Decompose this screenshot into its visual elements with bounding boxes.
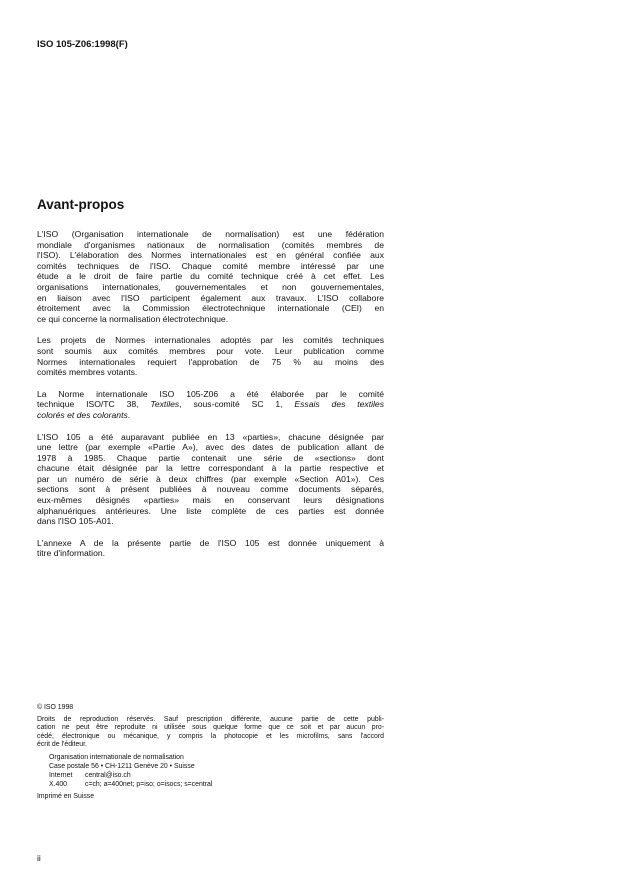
text-line bbox=[37, 453, 384, 464]
text-span: en liaison avec l'ISO participent également aux travaux. L'ISO collabore bbox=[37, 292, 384, 303]
text-span: mondiale d'organismes nationaux de normalisation (comités membres de bbox=[37, 239, 384, 250]
text-line bbox=[37, 271, 384, 282]
text-span: L'ISO 105 a été auparavant publiée en 13 «parties», chacune désignée par bbox=[37, 431, 384, 442]
text-span: ce qui concerne la normalisation électrotechnique. bbox=[37, 313, 229, 324]
text-span: alphanuériques antérieures. Une liste complète de ces parties est donnée bbox=[37, 505, 384, 516]
paragraph bbox=[37, 229, 384, 324]
text-span: par un numéro de série à deux chiffres (par exemple «Section A01»). Ces bbox=[37, 473, 384, 484]
internet-email: central@iso.ch bbox=[85, 771, 131, 779]
rights-line: cation ne peut être reproduite ni utilisée sous quelque forme que ce soit et par aucun pro- bbox=[37, 724, 384, 732]
text-line bbox=[37, 346, 384, 357]
italic-text: Textiles bbox=[150, 399, 180, 410]
text-line bbox=[37, 432, 384, 443]
text-span: une lettre (par exemple «Partie A»), avec des dates de publication allant de bbox=[37, 442, 384, 453]
address-block bbox=[37, 753, 384, 789]
text-span: comités techniques de l'ISO. Chaque comité membre intéressé par une bbox=[37, 260, 384, 271]
copyright-notice: © ISO 1998 bbox=[37, 704, 74, 711]
text-line bbox=[37, 229, 384, 240]
text-line bbox=[37, 474, 384, 485]
text-line bbox=[37, 240, 384, 251]
italic-text: Essais des textiles bbox=[294, 399, 384, 410]
text-line bbox=[37, 442, 384, 453]
text-span: . bbox=[127, 409, 131, 420]
rights-line: Droits de reproduction réservés. Sauf prescription différente, aucune partie de cette publi- bbox=[37, 716, 384, 723]
paragraph bbox=[37, 432, 384, 527]
text-span: étroitement avec la Commission électrotechnique internationale (CEI) en bbox=[37, 303, 384, 314]
text-span: L'ISO (Organisation internationale de normalisation) est une fédération bbox=[37, 229, 384, 239]
text-line bbox=[37, 314, 384, 325]
text-line bbox=[37, 538, 384, 549]
text-span: sont soumis aux comités membres pour vote. Leur publication comme bbox=[37, 345, 384, 356]
paragraph bbox=[37, 538, 384, 559]
text-span: sections sont à présent publiées à nouveau comme documents séparés, bbox=[37, 484, 384, 495]
paragraph bbox=[37, 335, 384, 377]
text-span: titre d'information. bbox=[37, 548, 106, 559]
text-span: Normes internationales requiert l'approbation de 75 % au moins des bbox=[37, 356, 384, 367]
internet-label: Internet bbox=[49, 771, 73, 779]
text-span: L'annexe A de la présente partie de l'ISO 105 est donnée uniquement à bbox=[37, 537, 384, 548]
text-line bbox=[37, 495, 384, 506]
text-line bbox=[37, 389, 384, 400]
text-line bbox=[37, 410, 384, 421]
text-span: dans l'ISO 105-A01. bbox=[37, 516, 114, 527]
text-span: La Norme internationale ISO 105-Z06 a été élaborée par le comité bbox=[37, 388, 384, 399]
text-line bbox=[37, 335, 384, 346]
text-span: , sous-comité SC 1, bbox=[179, 399, 295, 410]
text-line bbox=[37, 367, 384, 378]
text-line bbox=[37, 250, 384, 261]
copyright-block bbox=[37, 703, 384, 801]
text-span: eux-mêmes désignés «parties» mais en conservant leurs désignations bbox=[37, 495, 384, 506]
text-line bbox=[37, 261, 384, 272]
italic-text: colorés et des colorants bbox=[37, 409, 128, 420]
rights-line: écrit de l'éditeur. bbox=[37, 741, 87, 749]
printed-in: Imprimé en Suisse bbox=[37, 792, 95, 800]
document-header: ISO 105-Z06:1998(F) bbox=[37, 39, 128, 50]
x400-address: c=ch; a=400net; p=iso; o=isocs; s=central bbox=[85, 780, 213, 788]
text-line bbox=[37, 516, 384, 527]
text-span: 1978 à 1985. Chaque partie contenait une série de «sections» dont bbox=[37, 452, 384, 463]
org-name: Organisation internationale de normalisation bbox=[49, 753, 184, 761]
text-span: étude a le droit de faire partie du comité technique créé à cet effet. Les bbox=[37, 271, 384, 282]
text-line bbox=[37, 357, 384, 368]
rights-text bbox=[37, 716, 384, 750]
text-span: technique ISO/TC 38, bbox=[37, 399, 151, 410]
text-line bbox=[37, 463, 384, 474]
paragraph bbox=[37, 389, 384, 421]
text-span: chacune était désignée par la lettre correspondant à la partie respective et bbox=[37, 463, 384, 474]
text-line bbox=[37, 303, 384, 314]
x400-label: X.400 bbox=[49, 780, 68, 788]
foreword-body bbox=[37, 229, 384, 570]
rights-line: cédé, électronique ou mécanique, y compris la photocopie et les microfilms, sans l'accord bbox=[37, 732, 384, 740]
text-span: Les projets de Normes internationales adoptés par les comités techniques bbox=[37, 335, 384, 346]
text-line bbox=[37, 506, 384, 517]
text-span: organisations internationales, gouvernementales et non gouvernementales, bbox=[37, 281, 384, 292]
text-span: comités membres votants. bbox=[37, 367, 138, 378]
section-title: Avant-propos bbox=[37, 197, 125, 212]
text-span: l'ISO). L'élaboration des Normes internationales est en général confiée aux bbox=[37, 250, 384, 261]
text-line bbox=[37, 484, 384, 495]
page-number: ii bbox=[37, 853, 41, 863]
postal-address: Case postale 56 • CH-1211 Genève 20 • Suisse bbox=[49, 762, 195, 770]
text-line bbox=[37, 293, 384, 304]
text-line bbox=[37, 282, 384, 293]
text-line bbox=[37, 399, 384, 410]
text-line bbox=[37, 548, 384, 559]
